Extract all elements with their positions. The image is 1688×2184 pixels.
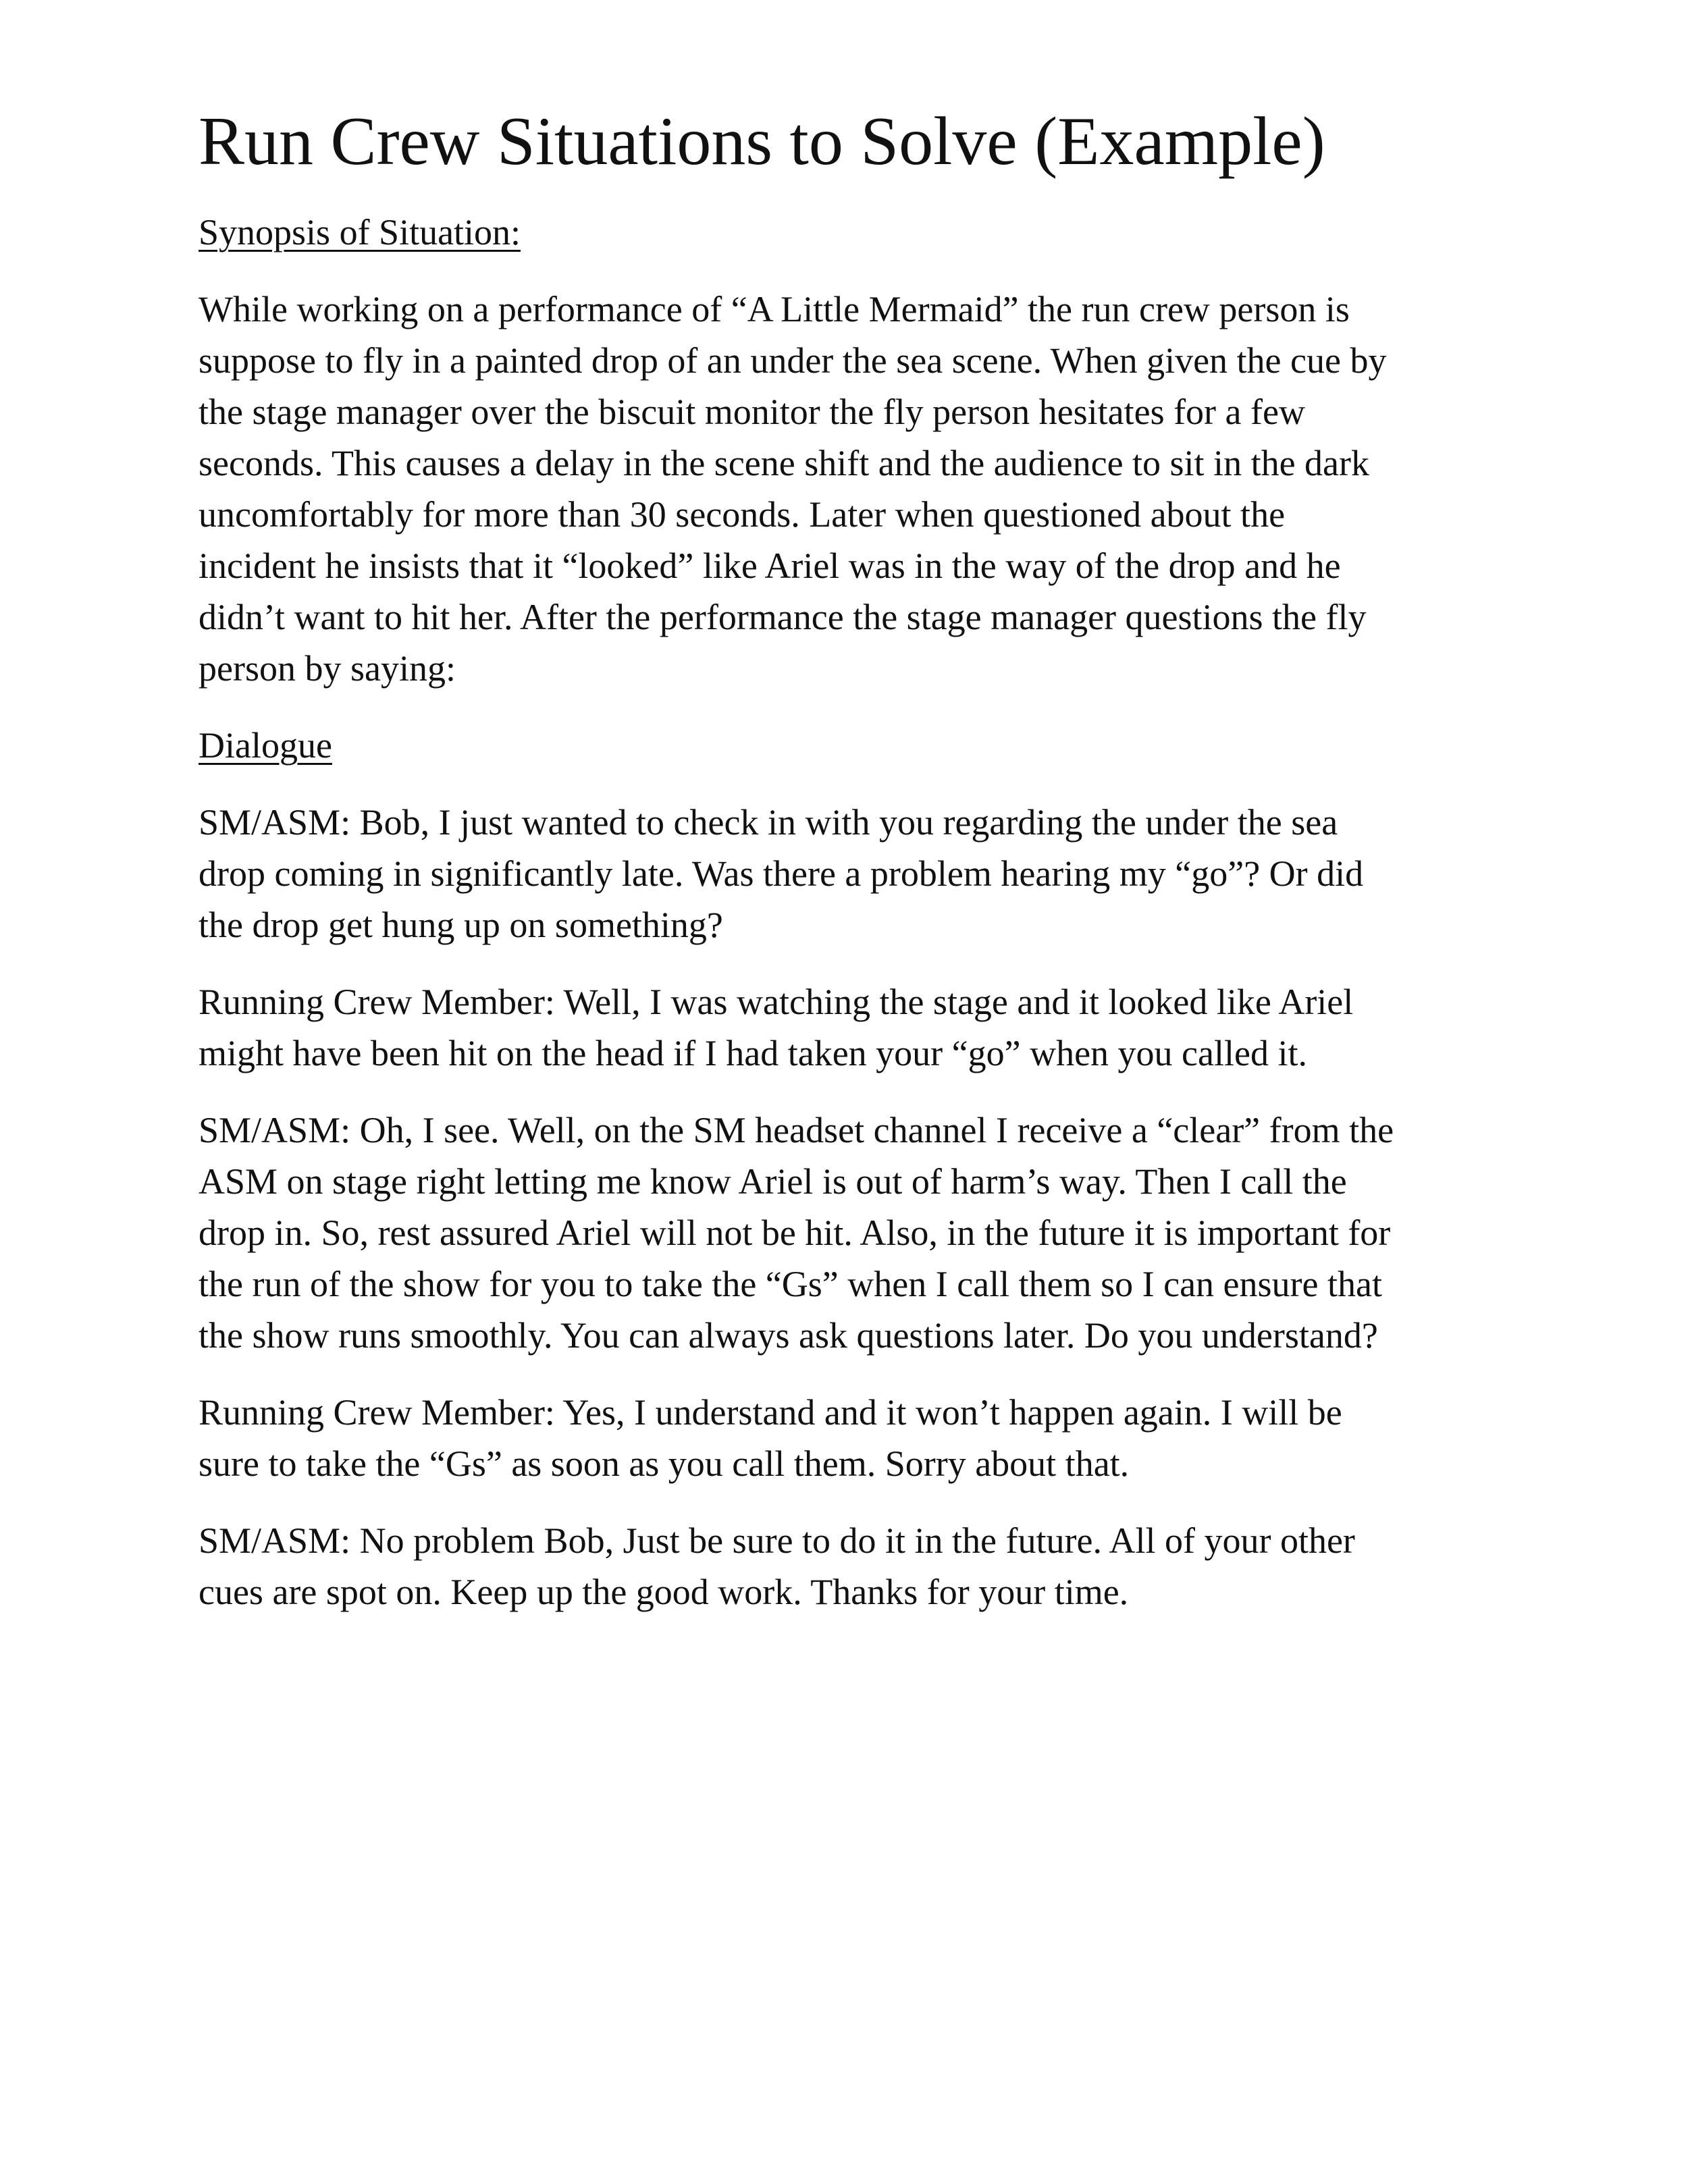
dialogue-line: SM/ASM: No problem Bob, Just be sure to do it in the future. All of your other <box>199 1520 1355 1561</box>
dialogue-line: might have been hit on the head if I had taken your “go” when you called it. <box>199 1033 1307 1073</box>
dialogue-line: SM/ASM: Oh, I see. Well, on the SM headset channel I receive a “clear” from the <box>199 1110 1394 1150</box>
synopsis-line: suppose to fly in a painted drop of an under the sea scene. When given the cue by <box>199 340 1387 381</box>
dialogue-line: Running Crew Member: Yes, I understand and it won’t happen again. I will be <box>199 1392 1342 1433</box>
synopsis-line: the stage manager over the biscuit monitor the fly person hesitates for a few <box>199 392 1305 432</box>
dialogue-turn-sm-2 <box>199 1104 1508 1361</box>
synopsis-line: While working on a performance of “A Little Mermaid” the run crew person is <box>199 289 1350 329</box>
synopsis-line: seconds. This causes a delay in the scene shift and the audience to sit in the dark <box>199 443 1369 483</box>
dialogue-line: the run of the show for you to take the “Gs” when I call them so I can ensure that <box>199 1264 1382 1304</box>
synopsis-line: incident he insists that it “looked” like Ariel was in the way of the drop and he <box>199 545 1341 586</box>
synopsis-line: uncomfortably for more than 30 seconds. Later when questioned about the <box>199 494 1286 535</box>
dialogue-line: Running Crew Member: Well, I was watching the stage and it looked like Ariel <box>199 982 1354 1022</box>
synopsis-paragraph <box>199 284 1508 694</box>
dialogue-line: drop coming in significantly late. Was there a problem hearing my “go”? Or did <box>199 853 1364 894</box>
dialogue-line: the show runs smoothly. You can always ask questions later. Do you understand? <box>199 1315 1378 1356</box>
dialogue-heading: Dialogue <box>199 725 332 766</box>
dialogue-line: cues are spot on. Keep up the good work. Thanks for your time. <box>199 1572 1129 1612</box>
synopsis-line: person by saying: <box>199 648 456 689</box>
dialogue-line: ASM on stage right letting me know Ariel is out of harm’s way. Then I call the <box>199 1161 1347 1202</box>
dialogue-line: the drop get hung up on something? <box>199 905 723 945</box>
dialogue-line: drop in. So, rest assured Ariel will not be hit. Also, in the future it is important for <box>199 1213 1391 1253</box>
dialogue-turn-sm-1 <box>199 797 1508 951</box>
page-title: Run Crew Situations to Solve (Example) <box>199 103 1325 180</box>
synopsis-line: didn’t want to hit her. After the performance the stage manager questions the fly <box>199 597 1367 637</box>
dialogue-turn-sm-3 <box>199 1515 1508 1618</box>
synopsis-heading: Synopsis of Situation: <box>199 212 521 252</box>
dialogue-line: sure to take the “Gs” as soon as you call them. Sorry about that. <box>199 1443 1130 1484</box>
dialogue-turn-crew-2 <box>199 1387 1508 1489</box>
dialogue-line: SM/ASM: Bob, I just wanted to check in with you regarding the under the sea <box>199 802 1338 843</box>
document-page <box>199 101 1508 1643</box>
dialogue-turn-crew-1 <box>199 976 1508 1079</box>
